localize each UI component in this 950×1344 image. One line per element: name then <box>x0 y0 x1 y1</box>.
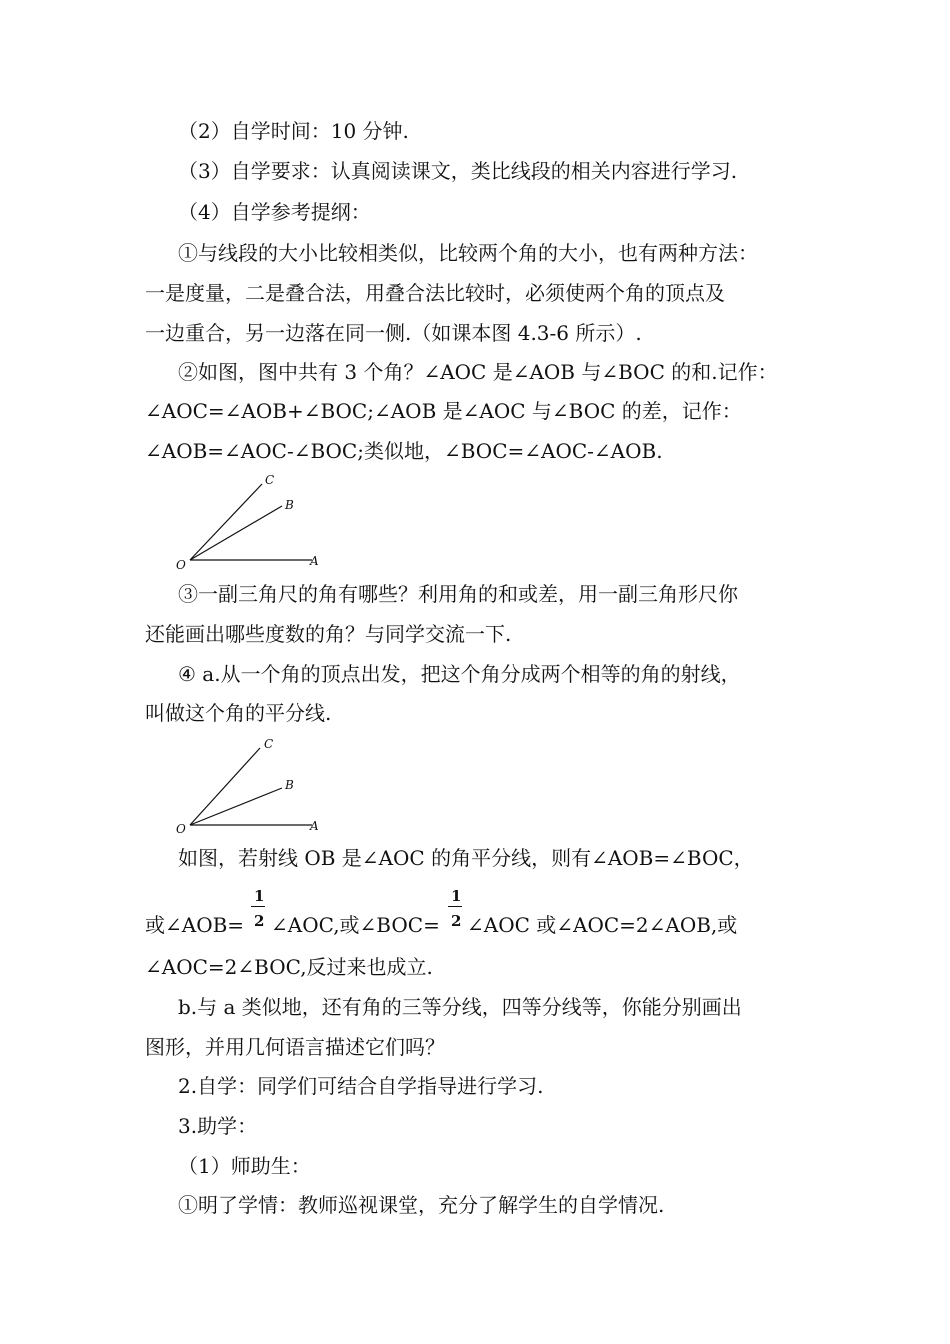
text-line-bisector-b-part2: ∠AOC,或∠BOC= <box>271 913 440 937</box>
fraction-denominator: 2 <box>254 912 265 930</box>
angle-figure-2 <box>172 734 332 836</box>
fraction-numerator: 1 <box>254 887 265 905</box>
text-line-item2-b: ∠AOC=∠AOB+∠BOC;∠AOB 是∠AOC 与∠BOC 的差，记作： <box>145 399 742 423</box>
text-line-item4-a: ④ a.从一个角的顶点出发，把这个角分成两个相等的角的射线， <box>178 662 741 686</box>
text-line-study-time: （2）自学时间：10 分钟. <box>178 119 409 143</box>
text-line-assist-heading: 3.助学： <box>178 1114 258 1138</box>
text-line-item1-c: 一边重合，另一边落在同一侧.（如课本图 4.3-6 所示）. <box>145 321 642 345</box>
text-line-item3-b: 还能画出哪些度数的角？与同学交流一下. <box>145 622 512 646</box>
fraction-numerator: 1 <box>451 887 462 905</box>
label-c: C <box>264 737 274 751</box>
text-line-item4-b: 叫做这个角的平分线. <box>145 701 332 725</box>
text-line-bisector-a: 如图，若射线 OB 是∠AOC 的角平分线，则有∠AOB=∠BOC， <box>178 846 754 870</box>
text-line-bisector-b-part3: ∠AOC 或∠AOC=2∠AOB,或 <box>467 913 738 937</box>
text-line-understand-situation: ①明了学情：教师巡视课堂，充分了解学生的自学情况. <box>178 1193 665 1217</box>
label-b: B <box>285 498 294 512</box>
label-o: O <box>176 558 186 572</box>
fraction-bar <box>448 906 462 907</box>
text-line-outline-heading: （4）自学参考提纲： <box>178 200 371 224</box>
text-line-item2-a: ②如图，图中共有 3 个角？∠AOC 是∠AOB 与∠BOC 的和.记作： <box>178 360 778 384</box>
label-b: B <box>285 778 294 792</box>
text-line-item2-c: ∠AOB=∠AOC-∠BOC;类似地，∠BOC=∠AOC-∠AOB. <box>145 439 663 463</box>
text-line-bisector-b-part1: 或∠AOB= <box>145 913 245 937</box>
fraction-denominator: 2 <box>451 912 462 930</box>
text-line-item3-a: ③一副三角尺的角有哪些？利用角的和或差，用一副三角形尺你 <box>178 582 738 606</box>
text-line-item1-b: 一是度量，二是叠合法，用叠合法比较时，必须使两个角的顶点及 <box>145 281 725 305</box>
label-o: O <box>176 822 186 836</box>
text-line-trisector-b: 图形，并用几何语言描述它们吗？ <box>145 1035 445 1059</box>
text-line-teacher-help: （1）师助生： <box>178 1154 311 1178</box>
fraction-bar <box>251 906 265 907</box>
angle-figure-1 <box>172 470 332 572</box>
label-a: A <box>310 819 319 833</box>
label-a: A <box>310 554 319 568</box>
text-line-bisector-c: ∠AOC=2∠BOC,反过来也成立. <box>145 955 433 979</box>
text-line-self-study: 2.自学：同学们可结合自学指导进行学习. <box>178 1074 544 1098</box>
text-line-trisector-a: b.与 a 类似地，还有角的三等分线，四等分线等，你能分别画出 <box>178 995 742 1019</box>
text-line-study-requirement: （3）自学要求：认真阅读课文，类比线段的相关内容进行学习. <box>178 159 738 183</box>
text-line-item1-a: ①与线段的大小比较相类似，比较两个角的大小，也有两种方法： <box>178 241 758 265</box>
label-c: C <box>265 473 275 487</box>
